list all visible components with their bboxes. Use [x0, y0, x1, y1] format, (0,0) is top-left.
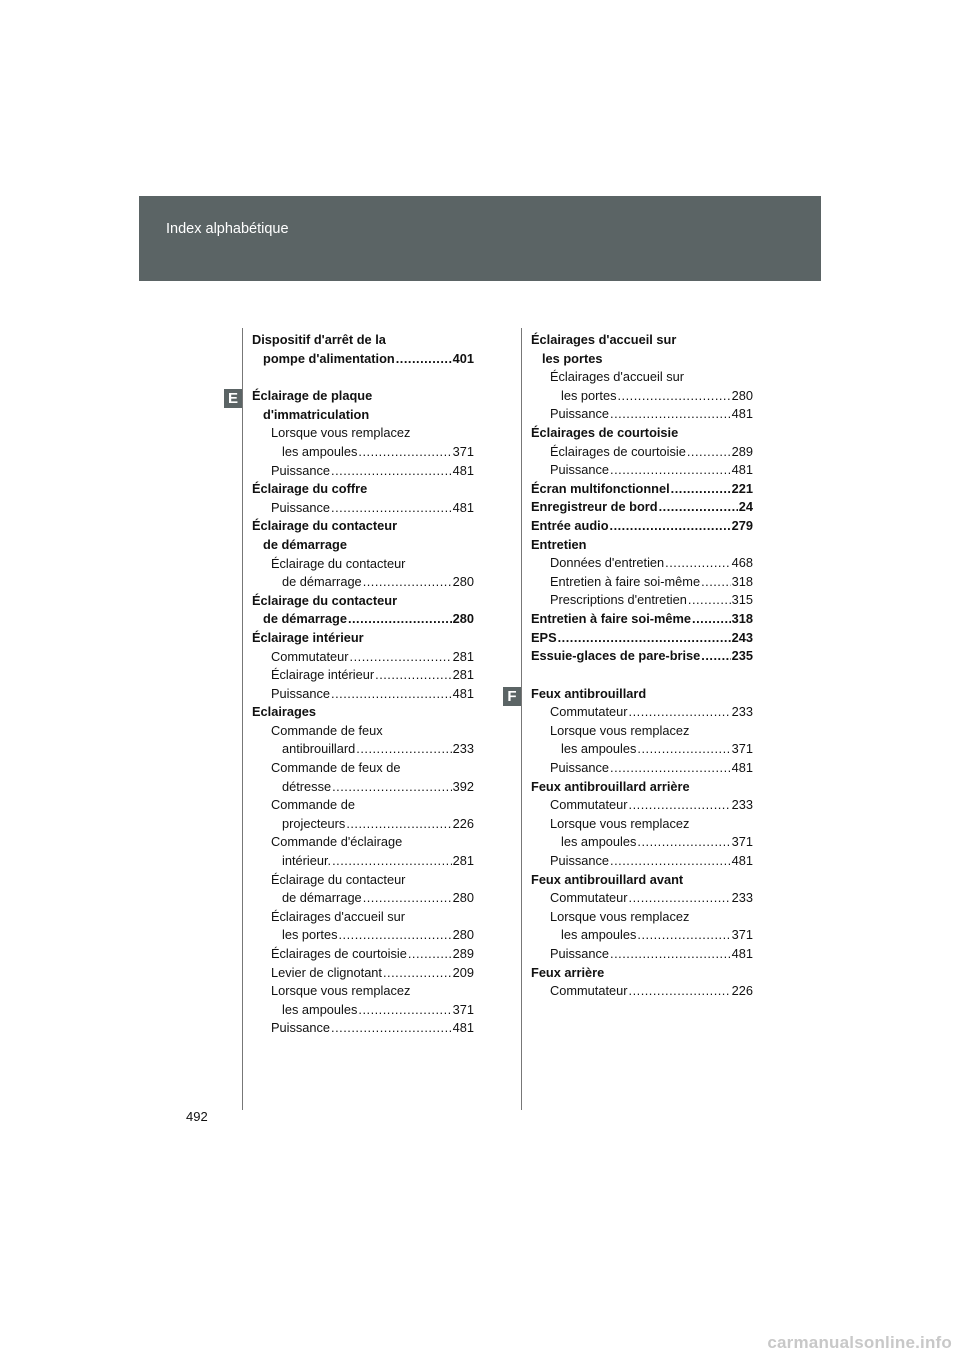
index-entry[interactable]: [531, 647, 753, 666]
index-entry-label: Éclairage du coffre: [252, 481, 368, 497]
index-entry-label: de démarrage: [282, 890, 362, 906]
dot-leader: [331, 499, 452, 518]
dot-leader: [610, 945, 731, 964]
index-entry[interactable]: [531, 443, 753, 462]
dot-leader: [363, 889, 452, 908]
index-entry-label: de démarrage: [282, 574, 362, 590]
index-entry[interactable]: [252, 964, 474, 983]
index-entry[interactable]: [531, 926, 753, 945]
index-entry[interactable]: [252, 1019, 474, 1038]
dot-leader: [332, 852, 452, 871]
index-entry-label: Commande de feux: [271, 722, 383, 738]
index-entry-label: Feux antibrouillard arrière: [531, 778, 690, 794]
index-entry-label: antibrouillard: [282, 741, 356, 757]
index-entry[interactable]: [252, 908, 474, 927]
index-entry[interactable]: [531, 908, 753, 927]
index-entry[interactable]: [531, 387, 753, 406]
index-entry[interactable]: [252, 536, 474, 555]
index-entry[interactable]: [531, 591, 753, 610]
index-entry-page: 281: [452, 667, 474, 683]
index-entry-label: Éclairage intérieur: [252, 629, 364, 645]
index-entry[interactable]: [252, 499, 474, 518]
index-entry-label: Puissance: [271, 685, 331, 701]
index-entry[interactable]: [531, 517, 753, 536]
index-entry-label: de démarrage: [263, 611, 347, 627]
index-entry-label: Prescriptions d'entretien: [550, 592, 687, 608]
index-entry[interactable]: [252, 778, 474, 797]
dot-leader: [408, 945, 452, 964]
index-entry-label: Feux arrière: [531, 964, 605, 980]
index-entry[interactable]: [252, 629, 474, 648]
index-entry-label: EPS: [531, 629, 557, 645]
index-entry-label: Entretien à faire soi-même: [550, 573, 701, 589]
index-entry[interactable]: [531, 722, 753, 741]
index-entry-page: 279: [731, 517, 753, 533]
index-entry[interactable]: [531, 852, 753, 871]
dot-leader: [665, 554, 730, 573]
dot-leader: [358, 1001, 451, 1020]
index-entry-label: Puissance: [550, 462, 610, 478]
index-entry-page: 392: [452, 778, 474, 794]
index-entry-label: Feux antibrouillard: [531, 685, 647, 701]
index-entry-label: Lorsque vous remplacez: [271, 983, 411, 999]
dot-leader: [701, 647, 730, 666]
index-entry-label: Écran multifonctionnel: [531, 480, 670, 496]
index-entry-label: Puissance: [550, 760, 610, 776]
index-entry[interactable]: [531, 480, 753, 499]
index-entry-label: les ampoules: [561, 927, 637, 943]
index-entry-page: 280: [452, 574, 474, 590]
index-column-right: [531, 331, 753, 1001]
index-entry[interactable]: [252, 331, 474, 350]
index-entry-label: détresse: [282, 778, 332, 794]
index-entry[interactable]: [531, 889, 753, 908]
index-entry-label: projecteurs: [282, 815, 346, 831]
index-entry-label: Éclairage du contacteur: [252, 592, 398, 608]
index-entry[interactable]: [531, 350, 753, 369]
index-entry-page: 24: [738, 499, 753, 515]
index-entry-label: pompe d'alimentation: [263, 350, 395, 366]
index-entry-label: Lorsque vous remplacez: [550, 908, 690, 924]
index-entry[interactable]: [531, 461, 753, 480]
index-entry-page: 209: [452, 964, 474, 980]
index-entry[interactable]: [252, 759, 474, 778]
dot-leader: [629, 703, 731, 722]
dot-leader: [332, 778, 452, 797]
dot-leader: [617, 387, 730, 406]
index-entry-page: 235: [731, 648, 753, 664]
dot-leader: [629, 796, 731, 815]
dot-leader: [637, 926, 730, 945]
index-entry[interactable]: [252, 926, 474, 945]
index-entry[interactable]: [252, 722, 474, 741]
index-entry-label: les ampoules: [282, 443, 358, 459]
index-entry-label: Éclairages de courtoisie: [550, 443, 686, 459]
dot-leader: [338, 926, 451, 945]
index-entry[interactable]: [252, 592, 474, 611]
index-entry-label: Commande de feux de: [271, 760, 401, 776]
index-entry-label: Feux antibrouillard avant: [531, 871, 684, 887]
index-entry[interactable]: [531, 815, 753, 834]
index-entry-label: Puissance: [271, 499, 331, 515]
index-entry[interactable]: [252, 610, 474, 629]
dot-leader: [350, 648, 452, 667]
index-entry-label: Éclairage du contacteur: [271, 871, 406, 887]
index-entry-page: 221: [731, 480, 753, 496]
index-entry-label: Lorsque vous remplacez: [550, 815, 690, 831]
index-entry[interactable]: [252, 945, 474, 964]
index-entry-label: Commutateur: [550, 704, 628, 720]
index-entry-page: 371: [731, 741, 753, 757]
index-entry[interactable]: [531, 536, 753, 555]
dot-leader: [383, 964, 452, 983]
index-entry-label: Éclairages d'accueil sur: [531, 332, 677, 347]
dot-leader: [629, 889, 731, 908]
index-entry-label: les portes: [282, 927, 338, 943]
index-entry-page: 481: [452, 462, 474, 478]
index-entry-label: Commutateur: [550, 890, 628, 906]
index-entry-page: 280: [731, 387, 753, 403]
index-entry[interactable]: [252, 740, 474, 759]
index-entry-page: 233: [731, 890, 753, 906]
dot-leader: [637, 740, 730, 759]
index-entry[interactable]: [531, 685, 753, 704]
page-number: 492: [186, 1109, 208, 1124]
index-entry-label: intérieur.: [282, 853, 332, 869]
dot-leader: [396, 350, 452, 369]
index-entry-label: Enregistreur de bord: [531, 499, 658, 515]
index-entry-label: Puissance: [271, 462, 331, 478]
index-entry[interactable]: [252, 350, 474, 369]
dot-leader: [688, 591, 731, 610]
index-entry-page: 233: [731, 797, 753, 813]
index-entry[interactable]: [252, 573, 474, 592]
index-entry-page: 371: [452, 1001, 474, 1017]
index-entry-label: Éclairages d'accueil sur: [550, 369, 685, 385]
dot-leader: [558, 629, 731, 648]
dot-leader: [659, 498, 738, 517]
index-entry-label: les ampoules: [561, 741, 637, 757]
index-entry-page: 481: [731, 462, 753, 478]
index-entry-label: Puissance: [271, 1020, 331, 1036]
index-entry-label: les portes: [542, 350, 603, 366]
index-entry-page: 233: [452, 741, 474, 757]
dot-leader: [692, 610, 731, 629]
index-entry-label: Commande de: [271, 797, 355, 813]
index-entry-label: Éclairage du contacteur: [271, 555, 406, 571]
index-entry[interactable]: [252, 517, 474, 536]
index-entry-page: 226: [452, 815, 474, 831]
index-entry[interactable]: [531, 759, 753, 778]
index-entry-label: Puissance: [550, 853, 610, 869]
index-entry[interactable]: [252, 852, 474, 871]
index-entry[interactable]: [252, 871, 474, 890]
dot-leader: [687, 443, 731, 462]
dot-leader: [356, 740, 451, 759]
index-entry[interactable]: [531, 796, 753, 815]
index-entry-page: 481: [452, 685, 474, 701]
index-entry-page: 481: [731, 946, 753, 961]
index-entry-page: 280: [452, 611, 474, 627]
right-column-rule: [521, 328, 522, 1110]
index-entry-label: Lorsque vous remplacez: [550, 722, 690, 738]
index-entry-label: de démarrage: [263, 536, 347, 552]
index-entry-page: 280: [452, 927, 474, 943]
index-entry[interactable]: [252, 406, 474, 425]
header-title: Index alphabétique: [166, 221, 289, 237]
index-entry[interactable]: [531, 964, 753, 983]
dot-leader: [348, 610, 452, 629]
index-entry-page: 481: [731, 853, 753, 869]
section-gap: [531, 666, 753, 685]
index-entry[interactable]: [531, 498, 753, 517]
index-entry[interactable]: [252, 424, 474, 443]
index-entry-page: 289: [731, 443, 753, 459]
index-entry-page: 371: [452, 443, 474, 459]
index-entry[interactable]: [252, 555, 474, 574]
index-entry-page: 401: [452, 350, 474, 366]
dot-leader: [610, 517, 731, 536]
index-entry-label: les ampoules: [561, 834, 637, 850]
index-entry-page: 371: [731, 834, 753, 850]
index-entry-label: Lorsque vous remplacez: [271, 425, 411, 441]
index-entry-page: 468: [731, 555, 753, 571]
index-entry[interactable]: [531, 778, 753, 797]
index-entry-page: 280: [452, 890, 474, 906]
index-entry-label: Éclairage de plaque: [252, 388, 373, 404]
dot-leader: [701, 573, 731, 592]
index-entry[interactable]: [252, 648, 474, 667]
index-entry[interactable]: [531, 554, 753, 573]
index-entry-page: 481: [452, 1020, 474, 1036]
index-entry-label: d'immatriculation: [263, 406, 370, 422]
dot-leader: [363, 573, 452, 592]
footer-watermark: carmanualsonline.info: [767, 1333, 952, 1352]
index-entry-page: 243: [731, 629, 753, 645]
index-entry[interactable]: [252, 462, 474, 481]
index-entry-page: 318: [731, 610, 753, 626]
dot-leader: [358, 443, 451, 462]
index-entry[interactable]: [252, 889, 474, 908]
index-entry-page: 281: [452, 648, 474, 664]
index-entry-page: 281: [452, 853, 474, 869]
index-entry-label: Éclairage intérieur: [271, 667, 375, 683]
index-entry-label: Dispositif d'arrêt de la: [252, 332, 386, 347]
index-entry-label: Éclairage du contacteur: [252, 518, 398, 534]
section-gap: [252, 368, 474, 387]
dot-leader: [610, 759, 731, 778]
index-entry-label: Entretien à faire soi-même: [531, 610, 692, 626]
index-entry-page: 318: [731, 573, 753, 589]
index-entry-page: 233: [731, 704, 753, 720]
index-entry[interactable]: [252, 796, 474, 815]
index-entry[interactable]: [531, 405, 753, 424]
dot-leader: [331, 462, 452, 481]
index-entry-label: Puissance: [550, 946, 610, 961]
index-entry-label: Éclairages d'accueil sur: [271, 908, 406, 924]
index-entry[interactable]: [531, 740, 753, 759]
dot-leader: [637, 833, 730, 852]
dot-leader: [331, 1019, 452, 1038]
index-column-left: [252, 331, 474, 1038]
index-entry[interactable]: [531, 871, 753, 890]
index-entry[interactable]: [531, 703, 753, 722]
index-entry-label: Essuie-glaces de pare-brise: [531, 648, 701, 664]
index-entry-label: Données d'entretien: [550, 555, 665, 571]
index-entry[interactable]: [531, 833, 753, 852]
index-entry[interactable]: [531, 331, 753, 350]
index-entry-label: Commutateur: [271, 648, 349, 664]
index-entry[interactable]: [531, 982, 753, 1001]
index-entry[interactable]: [531, 368, 753, 387]
index-entry-page: 371: [731, 927, 753, 943]
index-entry-label: Éclairages de courtoisie: [271, 946, 407, 961]
index-entry[interactable]: [531, 629, 753, 648]
index-entry[interactable]: [531, 610, 753, 629]
left-column-rule: [242, 328, 243, 1110]
dot-leader: [331, 685, 452, 704]
index-entry[interactable]: [252, 480, 474, 499]
dot-leader: [610, 852, 731, 871]
dot-leader: [610, 461, 731, 480]
index-entry[interactable]: [252, 833, 474, 852]
index-entry-label: Puissance: [550, 406, 610, 422]
dot-leader: [375, 666, 452, 685]
index-entry[interactable]: [252, 703, 474, 722]
index-entry-page: 481: [452, 499, 474, 515]
index-entry-label: Éclairages de courtoisie: [531, 424, 679, 440]
index-entry-label: les ampoules: [282, 1001, 358, 1017]
index-entry-page: 481: [731, 760, 753, 776]
section-tab-e[interactable]: E: [224, 389, 242, 408]
index-entry-page: 315: [731, 592, 753, 608]
index-entry[interactable]: [252, 443, 474, 462]
index-entry[interactable]: [252, 1001, 474, 1020]
dot-leader: [610, 405, 731, 424]
section-tab-f[interactable]: F: [503, 687, 521, 706]
index-entry-label: Entretien: [531, 536, 587, 552]
index-entry-page: 481: [731, 406, 753, 422]
index-entry[interactable]: [252, 815, 474, 834]
index-entry[interactable]: [531, 424, 753, 443]
index-entry-label: Commande d'éclairage: [271, 834, 403, 850]
index-entry-label: Commutateur: [550, 797, 628, 813]
index-entry[interactable]: [252, 982, 474, 1001]
page-header: [139, 196, 821, 281]
index-entry-label: Levier de clignotant: [271, 964, 382, 980]
index-entry-label: Commutateur: [550, 983, 628, 999]
index-entry[interactable]: [252, 666, 474, 685]
index-entry-label: Eclairages: [252, 704, 317, 720]
index-entry[interactable]: [252, 387, 474, 406]
dot-leader: [671, 480, 731, 499]
index-entry[interactable]: [531, 945, 753, 964]
index-entry-label: les portes: [561, 387, 617, 403]
index-entry-page: 289: [452, 946, 474, 961]
index-entry-page: 226: [731, 983, 753, 999]
dot-leader: [346, 815, 451, 834]
dot-leader: [629, 982, 731, 1001]
index-entry[interactable]: [531, 573, 753, 592]
index-entry-label: Entrée audio: [531, 517, 609, 533]
index-entry[interactable]: [252, 685, 474, 704]
